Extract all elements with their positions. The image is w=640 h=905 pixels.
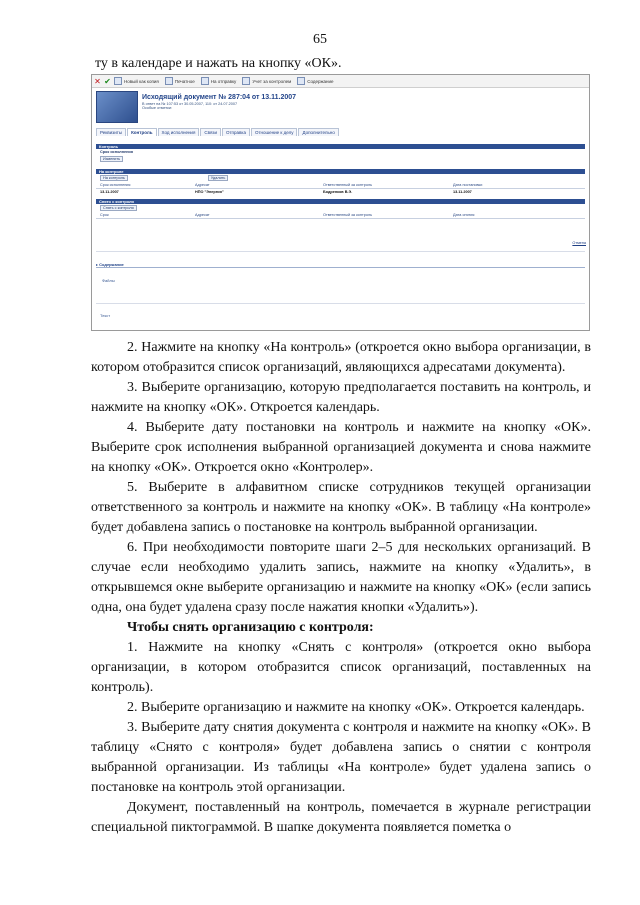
paragraph: 4. Выберите дату постановки на контроль и нажмите на кнопку «ОК». Выберите срок исполнения выбранной организацией документа и снова нажмите на кнопку «ОК». Откроется окно «Контролер».: [91, 420, 591, 475]
paragraph: 2. Нажмите на кнопку «На контроль» (откроется окно выбора организации, в котором отобразится список организаций, являющихся адресатами документа).: [91, 340, 591, 375]
delete-button[interactable]: Удалить: [208, 175, 229, 181]
paragraph: 3. Выберите дату снятия документа с контроля и нажмите на кнопку «ОК». В таблицу «Снято с контроля» будет добавлена запись о снятии с контроля выбранной организации. Из таблицы «На контроле» будет удалена запись о постановке на контроль этой организации.: [91, 720, 591, 795]
body-text: [91, 338, 591, 838]
remove-from-control-button[interactable]: Снять с контроля: [100, 205, 137, 211]
control-section: [96, 149, 585, 163]
files-label: Файлы: [102, 278, 115, 283]
off-control-header-row: Срок Адресат Ответственный за контроль Дата снятия: [96, 212, 585, 219]
control-band: Контроль: [96, 144, 585, 149]
control-icon: [242, 77, 250, 85]
tab-links[interactable]: Связи: [200, 128, 221, 136]
check-icon[interactable]: ✔: [104, 76, 111, 86]
on-control-header-row: Срок исполнения Адресат Ответственный за контроль Дата постановки: [96, 182, 585, 189]
toolbar-new-copy-button[interactable]: Новый как копия: [114, 77, 159, 85]
text-label: Текст: [100, 313, 111, 318]
tab-additional[interactable]: Дополнительно: [298, 128, 338, 136]
paragraph: Документ, поставленный на контроль, помечается в журнале регистрации специальной пиктограммой. В шапке документа появляется пометка о: [91, 800, 591, 835]
table-row[interactable]: 13.11.2007 НПО "Энергия" Бодренков В.Э. 13.11.2007: [100, 190, 472, 194]
divider: [96, 303, 585, 304]
paragraph: 2. Выберите организацию и нажмите на кнопку «ОК». Откроется календарь.: [127, 700, 585, 715]
print-icon: [165, 77, 173, 85]
document-reply-info: В ответ на № 107:53 от 30.05.2007, 110: от 24.07.2007: [142, 102, 238, 106]
page-number: 65: [313, 32, 327, 47]
toolbar-print-button[interactable]: Печатное: [165, 77, 195, 85]
toolbar-control-button[interactable]: Учет за контролем: [242, 77, 291, 85]
toolbar-send-button[interactable]: На отправку: [201, 77, 237, 85]
cancel-link[interactable]: Отмена: [572, 241, 586, 245]
deadline-label: Срок исполнения: [100, 150, 133, 154]
off-control-band: Снято с контроля: [96, 199, 585, 204]
tab-sending[interactable]: Отправка: [222, 128, 250, 136]
tab-requisites[interactable]: Реквизиты: [96, 128, 126, 136]
content-icon: [297, 77, 305, 85]
paragraph: 1. Нажмите на кнопку «Снять с контроля» (откроется окно выбора организации, в котором отобразится список организаций, поставленных на контроль).: [91, 640, 591, 695]
tab-progress[interactable]: Ход исполнения: [158, 128, 200, 136]
lead-line: ту в календаре и нажать на кнопку «ОК».: [95, 56, 342, 71]
paragraph: 6. При необходимости повторите шаги 2–5 для нескольких организаций. В случае если необходимо удалить запись, нажмите на кнопку «Удалить», в открывшемся окне выберите организацию и нажмите на кнопку «ОК» (если запись одна, она будет удалена сразу после нажатия кнопки «Удалить»).: [91, 540, 591, 615]
section-heading: Чтобы снять организацию с контроля:: [127, 620, 374, 635]
tab-case-relation[interactable]: Отношение к делу: [251, 128, 298, 136]
paragraph: 5. Выберите в алфавитном списке сотрудников текущей организации ответственного за контроль и нажмите на кнопку «ОК». В таблицу «На контроле» будет добавлена запись о постановке на контроль выбранной организации.: [91, 480, 591, 535]
on-control-section: [96, 174, 585, 195]
document-header: [92, 88, 589, 124]
on-control-band: На контроле: [96, 169, 585, 174]
divider: [96, 251, 585, 252]
close-icon[interactable]: ✕: [94, 76, 101, 86]
off-control-section: [96, 204, 585, 219]
new-copy-icon: [114, 77, 122, 85]
change-button[interactable]: Изменить: [100, 156, 123, 162]
toolbar: [92, 75, 589, 88]
document-special-marks: Особые отметки:: [142, 106, 173, 110]
tab-control[interactable]: Контроль: [127, 128, 156, 136]
send-icon: [201, 77, 209, 85]
document-tabs: [96, 128, 589, 136]
toolbar-content-button[interactable]: Содержание: [297, 77, 333, 85]
paragraph: 3. Выберите организацию, которую предполагается поставить на контроль, и нажмите на кнопку «ОК». Откроется календарь.: [91, 380, 591, 415]
document-title: Исходящий документ № 287:04 от 13.11.2007: [142, 94, 297, 101]
put-on-control-button[interactable]: На контроль: [100, 175, 128, 181]
document-logo-icon: [96, 91, 138, 123]
document-screenshot: [91, 74, 590, 331]
content-header[interactable]: ▸ Содержание: [96, 262, 585, 268]
